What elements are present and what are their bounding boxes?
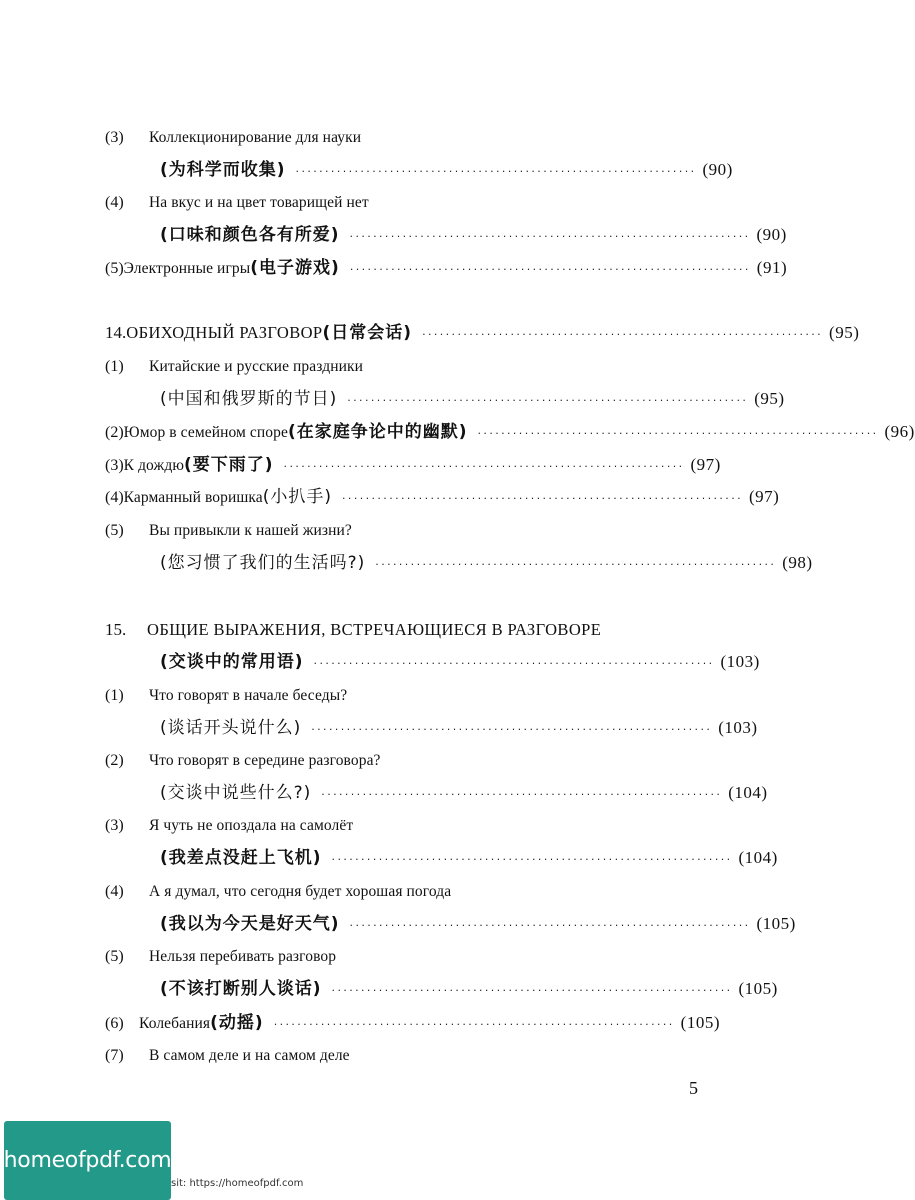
entry-number: (3)	[105, 817, 124, 834]
entry-title-ru: На вкус и на цвет товарищей нет	[149, 194, 369, 211]
entry-number: (5)	[105, 522, 124, 539]
entry-number: (5)	[105, 260, 124, 277]
toc-entry	[105, 816, 353, 836]
entry-page: (104)	[738, 848, 778, 867]
entry-page: (104)	[728, 783, 768, 802]
entry-page: (96)	[884, 422, 915, 441]
entry-title-zh: (动摇)	[210, 1013, 264, 1033]
toc-section	[105, 323, 860, 345]
section-page: (95)	[829, 323, 860, 342]
section-number: 14.	[105, 323, 127, 342]
toc-entry	[105, 422, 915, 444]
entry-number: (2)	[105, 752, 124, 769]
entry-title-zh: (谈话开头说什么)	[160, 718, 302, 738]
section-number: 15.	[105, 620, 127, 639]
dot-leader: ····································································	[311, 723, 713, 736]
entry-title-ru: К дождю	[123, 457, 184, 474]
toc-entry	[105, 882, 451, 902]
toc-entry	[105, 947, 336, 967]
section-title-ru: ОБЩИЕ ВЫРАЖЕНИЯ, ВСТРЕЧАЮЩИЕСЯ В РАЗГОВОРЕ	[147, 620, 602, 639]
watermark-text: homeofpdf.com	[3, 1148, 172, 1173]
entry-title-ru: Что говорят в начале беседы?	[149, 687, 348, 704]
watermark-url: sit: https://homeofpdf.com	[171, 1178, 304, 1189]
section-title-zh: (交谈中的常用语)	[160, 652, 304, 672]
entry-number: (7)	[105, 1047, 124, 1064]
dot-leader: ····································································	[349, 230, 751, 243]
section-title-ru: ОБИХОДНЫЙ РАЗГОВОР	[126, 323, 323, 342]
entry-title-ru: Вы привыкли к нашей жизни?	[149, 522, 352, 539]
watermark-badge	[4, 1121, 171, 1200]
entry-number: (1)	[105, 687, 124, 704]
dot-leader: ····································································	[273, 1018, 675, 1031]
entry-number: (4)	[105, 489, 124, 506]
toc-entry	[105, 455, 720, 477]
entry-title-ru: В самом деле и на самом деле	[149, 1047, 350, 1064]
entry-page: (98)	[782, 553, 813, 572]
dot-leader: ····································································	[331, 984, 733, 997]
dot-leader: ····································································	[477, 427, 879, 440]
entry-title-zh: (中国和俄罗斯的节日)	[160, 389, 338, 409]
toc-entry	[105, 751, 381, 771]
entry-number: (2)	[105, 424, 124, 441]
entry-title-zh: (我以为今天是好天气)	[160, 914, 340, 934]
entry-title-zh: (我差点没赶上飞机)	[160, 848, 322, 868]
toc-entry	[105, 1013, 720, 1035]
toc-entry	[160, 914, 796, 936]
entry-number: (3)	[105, 129, 124, 146]
section-page: (103)	[720, 652, 760, 671]
entry-page: (105)	[680, 1013, 720, 1032]
toc-section	[105, 620, 601, 640]
toc-entry	[105, 1046, 350, 1066]
toc-entry	[105, 357, 363, 377]
entry-title-ru: Коллекционирование для науки	[149, 129, 362, 146]
toc-entry	[105, 521, 352, 541]
entry-number: (3)	[105, 457, 124, 474]
entry-number: (4)	[105, 194, 124, 211]
toc-entry	[160, 553, 813, 575]
entry-title-ru: Колебания	[139, 1015, 211, 1032]
entry-page: (90)	[756, 225, 787, 244]
entry-title-ru: Что говорят в середине разговора?	[149, 752, 381, 769]
entry-title-ru: Китайские и русские праздники	[149, 358, 364, 375]
section-title-zh: (日常会话)	[322, 323, 413, 343]
page-number: 5	[689, 1078, 698, 1098]
toc-entry	[105, 686, 347, 706]
entry-title-ru: Карманный воришка	[123, 489, 263, 506]
dot-leader: ····································································	[342, 492, 743, 505]
dot-leader: ····································································	[349, 919, 751, 932]
dot-leader: ····································································	[422, 328, 824, 341]
entry-page: (91)	[756, 258, 788, 277]
entry-page: (97)	[690, 455, 721, 474]
dot-leader: ····································································	[349, 263, 751, 276]
dot-leader: ····································································	[347, 394, 749, 407]
entry-title-zh: (不该打断别人谈话)	[160, 979, 322, 999]
toc-entry	[160, 848, 778, 870]
entry-title-ru: А я думал, что сегодня будет хорошая погода	[149, 883, 452, 900]
entry-number: (6)	[105, 1015, 124, 1032]
entry-title-zh: (口味和颜色各有所爱)	[160, 225, 340, 245]
toc-entry	[105, 487, 780, 509]
dot-leader: ····································································	[295, 165, 697, 178]
entry-title-ru: Юмор в семейном споре	[123, 424, 288, 441]
entry-title-zh: (要下雨了)	[184, 455, 274, 475]
toc-entry	[105, 258, 788, 280]
entry-title-zh: (在家庭争论中的幽默)	[287, 422, 468, 442]
toc-entry	[105, 128, 361, 148]
toc-entry	[160, 389, 785, 411]
entry-page: (90)	[702, 160, 733, 179]
entry-title-ru: Нельзя перебивать разговор	[149, 948, 337, 965]
entry-number: (4)	[105, 883, 124, 900]
toc-entry	[160, 718, 758, 740]
entry-title-zh: (电子游戏)	[250, 258, 340, 278]
entry-page: (103)	[718, 718, 758, 737]
entry-title-zh: (为科学而收集)	[160, 160, 286, 180]
entry-page: (105)	[738, 979, 778, 998]
toc-entry	[160, 160, 733, 182]
entry-title-ru: Электронные игры	[123, 260, 251, 277]
toc-entry	[160, 225, 787, 247]
entry-title-ru: Я чуть не опоздала на самолёт	[149, 817, 354, 834]
dot-leader: ····································································	[375, 558, 777, 571]
toc-entry	[160, 783, 768, 805]
dot-leader: ····································································	[331, 853, 733, 866]
entry-page: (97)	[749, 487, 780, 506]
entry-number: (5)	[105, 948, 124, 965]
toc-section	[160, 652, 760, 674]
toc-entry	[105, 193, 369, 213]
dot-leader: ····································································	[321, 788, 723, 801]
entry-title-zh: (小扒手)	[262, 487, 333, 507]
dot-leader: ····································································	[313, 657, 715, 670]
entry-title-zh: (交谈中说些什么?)	[160, 783, 312, 803]
entry-number: (1)	[105, 358, 124, 375]
entry-page: (105)	[756, 914, 796, 933]
toc-entry	[160, 979, 778, 1001]
entry-title-zh: (您习惯了我们的生活吗?)	[160, 553, 366, 573]
entry-page: (95)	[754, 389, 785, 408]
dot-leader: ····································································	[283, 460, 685, 473]
